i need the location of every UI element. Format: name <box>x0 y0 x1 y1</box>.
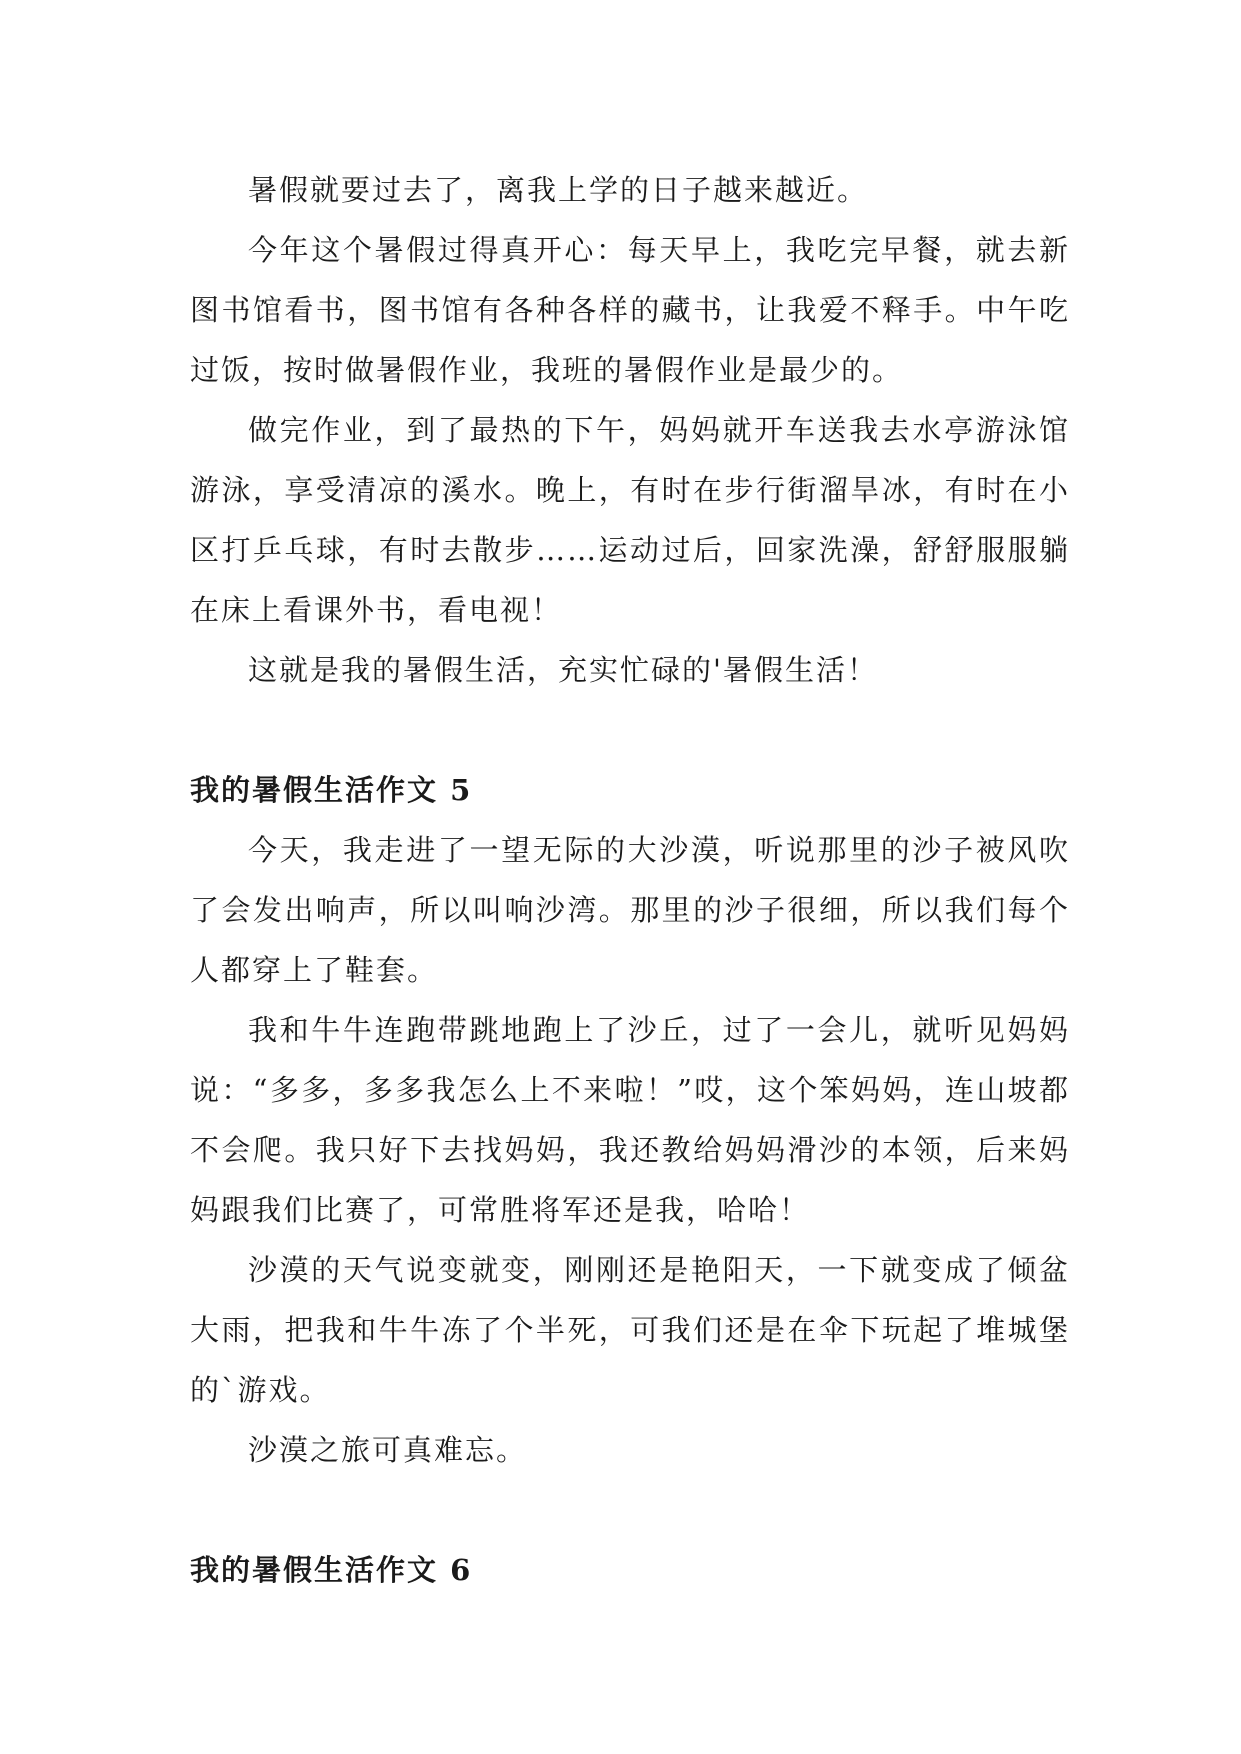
paragraph: 沙漠之旅可真难忘。 <box>248 1433 528 1467</box>
paragraph: 今天，我走进了一望无际的大沙漠，听说那里的沙子被风吹了会发出响声，所以叫响沙湾。那里的沙子很细，所以我们每个人都穿上了鞋套。 <box>190 833 1070 987</box>
paragraph: 沙漠的天气说变就变，刚刚还是艳阳天，一下就变成了倾盆大雨，把我和牛牛冻了个半死，可我们还是在伞下玩起了堆城堡的`游戏。 <box>190 1253 1070 1407</box>
section-heading: 我的暑假生活作文 6 <box>190 1553 473 1587</box>
document-page <box>190 160 1070 1600</box>
section-heading: 我的暑假生活作文 5 <box>190 773 473 807</box>
paragraph: 今年这个暑假过得真开心：每天早上，我吃完早餐，就去新图书馆看书，图书馆有各种各样的藏书，让我爱不释手。中午吃过饭，按时做暑假作业，我班的暑假作业是最少的。 <box>190 233 1070 387</box>
section-gap <box>190 700 1070 760</box>
section-gap <box>190 1480 1070 1540</box>
paragraph: 我和牛牛连跑带跳地跑上了沙丘，过了一会儿，就听见妈妈说：“多多，多多我怎么上不来啦！”哎，这个笨妈妈，连山坡都不会爬。我只好下去找妈妈，我还教给妈妈滑沙的本领，后来妈妈跟我们比赛了，可常胜将军还是我，哈哈！ <box>190 1013 1070 1227</box>
paragraph: 做完作业，到了最热的下午，妈妈就开车送我去水亭游泳馆游泳，享受清凉的溪水。晚上，有时在步行街溜旱冰，有时在小区打乒乓球，有时去散步……运动过后，回家洗澡，舒舒服服躺在床上看课外书，看电视！ <box>190 413 1070 627</box>
paragraph: 暑假就要过去了，离我上学的日子越来越近。 <box>248 173 869 207</box>
paragraph: 这就是我的暑假生活，充实忙碌的'暑假生活！ <box>248 653 878 687</box>
